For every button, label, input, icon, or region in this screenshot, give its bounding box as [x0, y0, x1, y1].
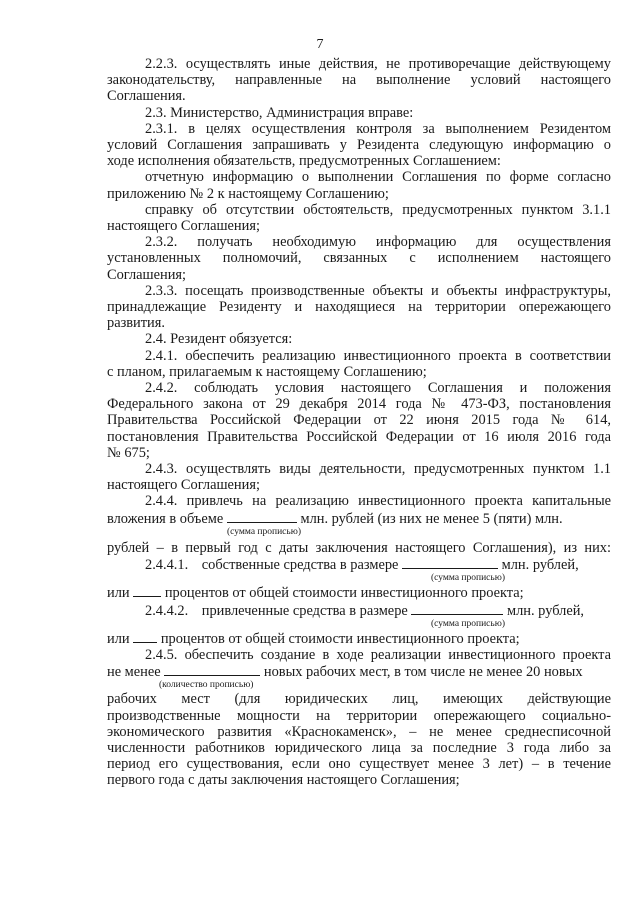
text-line: Соглашения; [107, 266, 187, 283]
text-line-with-blank [107, 602, 611, 619]
text-line: настоящего Соглашения; [107, 477, 260, 494]
text-line: 2.3.1. в целях осуществления контроля за выполнением Резидентом [145, 120, 611, 137]
text-line: Соглашения. [107, 88, 186, 105]
text-line: справку об отсутствии обстоятельств, предусмотренных пунктом 3.1.1 [145, 201, 611, 218]
text-line: первого года с даты заключения настоящего Соглашения; [107, 772, 460, 789]
text-line-with-blank [107, 584, 611, 601]
blank-amount-field [411, 602, 503, 615]
text-line-with-blank [107, 556, 611, 573]
text-line: Правительства Российской Федерации от 22 июня 2015 года № 614, [107, 412, 611, 429]
text-fragment: или [107, 630, 130, 647]
text-line: период его существования, если оно существует менее 3 лет) – в течение [107, 756, 611, 773]
text-line: настоящего Соглашения; [107, 218, 260, 235]
text-fragment: вложения в объеме [107, 510, 224, 527]
text-line: с планом, прилагаемым к настоящему Соглашению; [107, 363, 427, 380]
page-number: 7 [316, 37, 324, 52]
text-fragment: 2.4.4.2. [145, 602, 189, 619]
text-fragment: 2.4.4.1. [145, 557, 189, 574]
text-fragment: привлеченные средства в размере [201, 602, 408, 619]
text-line: развития. [107, 315, 165, 332]
text-line: рублей – в первый год с даты заключения настоящего Соглашения), из них: [107, 539, 611, 556]
text-fragment: собственные средства в размере [201, 557, 399, 574]
blank-amount-field [402, 556, 498, 569]
text-line: 2.4.4. привлечь на реализацию инвестиционного проекта капитальные [145, 493, 611, 510]
text-line: 2.4.3. осуществлять виды деятельности, предусмотренных пунктом 1.1 [145, 461, 611, 478]
text-fragment: процентов от общей стоимости инвестиционного проекта; [164, 585, 524, 602]
blank-percent-field [133, 630, 157, 643]
text-line: установленных полномочий, связанных с исполнением настоящего [107, 250, 611, 267]
text-fragment: процентов от общей стоимости инвестиционного проекта; [160, 630, 520, 647]
field-hint: (количество прописью) [159, 680, 254, 691]
field-hint: (сумма прописью) [431, 573, 505, 584]
text-line: приложению № 2 к настоящему Соглашению; [107, 185, 389, 202]
text-line: 2.4.2. соблюдать условия настоящего Соглашения и положения [145, 380, 611, 397]
text-line: ходе исполнения обязательств, предусмотренных Соглашением: [107, 153, 501, 170]
text-line: численности работников юридического лица за последние 3 года либо за [107, 739, 611, 756]
text-line: законодательству, направленные на выполнение условий настоящего [107, 72, 611, 89]
text-line: экономического развития «Краснокаменск», – не менее среднесписочной [107, 723, 611, 740]
text-line: Федерального закона от 29 декабря 2014 года № 473-ФЗ, постановления [107, 396, 611, 413]
text-fragment: не менее [107, 664, 161, 681]
text-line: отчетную информацию о выполнении Соглашения по форме согласно [145, 169, 611, 186]
text-line: 2.3.2. получать необходимую информацию для осуществления [145, 234, 611, 251]
text-fragment: новых рабочих мест, в том числе не менее 20 новых [263, 664, 583, 681]
text-line: условий Соглашения запрашивать у Резидента следующую информацию о [107, 137, 611, 154]
field-hint: (сумма прописью) [431, 618, 505, 629]
blank-amount-field [227, 510, 297, 523]
text-line: рабочих мест (для юридических лиц, имеющих действующие [107, 691, 611, 708]
text-line-with-blank [107, 663, 611, 680]
field-hint: (сумма прописью) [227, 526, 301, 537]
text-line: № 675; [107, 444, 150, 461]
text-line: постановления Правительства Российской Федерации от 16 июля 2016 года [107, 428, 611, 445]
blank-jobs-field [164, 663, 260, 676]
text-fragment: млн. рублей, [507, 602, 585, 619]
text-fragment: или [107, 585, 130, 602]
text-line: принадлежащие Резиденту и находящиеся на территории опережающего [107, 299, 611, 316]
text-line: 2.3. Министерство, Администрация вправе: [145, 104, 414, 121]
text-line-with-blank [107, 630, 611, 647]
text-line-with-blank [107, 510, 611, 527]
text-line: 2.3.3. посещать производственные объекты и объекты инфраструктуры, [145, 282, 611, 299]
text-fragment: млн. рублей, [501, 557, 579, 574]
text-line: 2.4.1. обеспечить реализацию инвестиционного проекта в соответствии [145, 347, 611, 364]
text-line: 2.4.5. обеспечить создание в ходе реализации инвестиционного проекта [145, 646, 611, 663]
document-body [107, 56, 611, 789]
text-fragment: млн. рублей (из них не менее 5 (пяти) млн. [300, 510, 563, 527]
text-line: 2.2.3. осуществлять иные действия, не противоречащие действующему [145, 56, 611, 72]
text-line: производственные мощности на территории опережающего социально- [107, 707, 611, 724]
blank-percent-field [133, 584, 161, 597]
text-line: 2.4. Резидент обязуется: [145, 331, 293, 348]
